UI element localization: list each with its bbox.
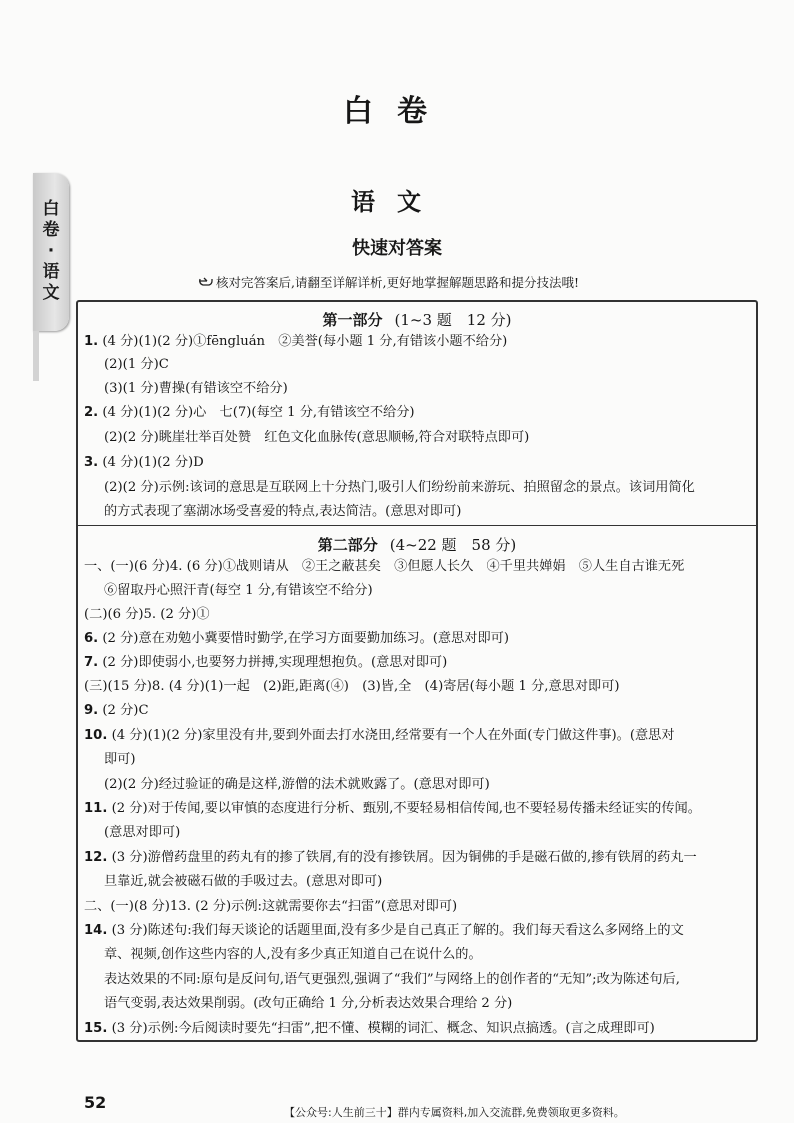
- part2-answer-line: [84, 1021, 655, 1037]
- question-number: 3.: [84, 455, 99, 470]
- part1-answer-line: [84, 405, 415, 421]
- tip-line: [198, 273, 579, 291]
- answer-text: ⑥留取丹心照汗青(每空 1 分,有错该空不给分): [104, 583, 373, 598]
- answer-text: 旦靠近,就会被磁石做的手吸过去。(意思对即可): [104, 874, 383, 889]
- answer-text: 的方式表现了塞湖冰场受喜爱的特点,表达简洁。(意思对即可): [104, 504, 462, 519]
- part1-answer-line: [104, 381, 288, 397]
- answer-text: 即可): [104, 752, 136, 767]
- answer-text: (2 分)C: [98, 703, 149, 718]
- answer-text: 语气变弱,表达效果削弱。(改句正确给 1 分,分析表达效果合理给 2 分): [104, 996, 513, 1011]
- answer-text: (2 分)对于传闻,要以审慎的态度进行分析、甄别,不要轻易相信传闻,也不要轻易传播未经证实的传闻。: [107, 801, 701, 816]
- part2-answer-line: [104, 825, 180, 841]
- answer-text: (2)(2 分)示例:该词的意思是互联网上十分热门,吸引人们纷纷前来游玩、拍照留念的景点。该词用简化: [104, 480, 695, 495]
- answer-text: (意思对即可): [104, 825, 181, 840]
- answer-text: (2)(1 分)C: [104, 357, 169, 372]
- part1-answer-line: [104, 480, 695, 496]
- part2-answer-line: [84, 559, 684, 575]
- part2-answer-line: [84, 703, 149, 719]
- answer-text: (3)(1 分)曹操(有错该空不给分): [104, 381, 288, 396]
- footer-note: 【公众号:人生前三十】群内专属资料,加入交流群,免费领取更多资料。: [284, 1106, 625, 1119]
- question-number: 9.: [84, 703, 99, 718]
- side-tab-label: 白卷·语文: [42, 199, 60, 303]
- tip-text: 核对完答案后,请翻至详解详析,更好地掌握解题思路和提分技法哦!: [216, 275, 579, 290]
- part2-answer-line: [104, 996, 512, 1012]
- part2-answer-line: [104, 752, 136, 768]
- answer-text: 表达效果的不同:原句是反问句,语气更强烈,强调了“我们”与网络上的创作者的“无知”;改为陈述句后,: [104, 972, 680, 987]
- question-number: 2.: [84, 405, 99, 420]
- question-number: 10.: [84, 728, 108, 743]
- question-number: 6.: [84, 631, 99, 646]
- pointing-hand-icon: [198, 275, 214, 290]
- answer-text: (4 分)(1)(2 分)心 七(7)(每空 1 分,有错该空不给分): [98, 405, 415, 420]
- part1-range: (1~3 题 12 分): [394, 311, 512, 329]
- answer-text: (三)(15 分)8. (4 分)(1)一起 (2)距,距离(④) (3)皆,全 (4)寄居(每小题 1 分,意思对即可): [84, 679, 620, 694]
- part2-answer-line: [104, 583, 373, 599]
- part1-answer-line: [104, 357, 169, 373]
- answer-text: (3 分)陈述句:我们每天谈论的话题里面,没有多少是自己真正了解的。我们每天看这么多网络上的文: [107, 923, 684, 938]
- answer-text: 二、(一)(8 分)13. (2 分)示例:这就需要你去“扫雷”(意思对即可): [84, 899, 458, 914]
- part1-answer-line: [84, 334, 507, 350]
- part1-title: 第一部分: [322, 311, 383, 329]
- question-number: 11.: [84, 801, 108, 816]
- answer-text: (2)(2 分)眺崖壮举百处赞 红色文化血脉传(意思顺畅,符合对联特点即可): [104, 430, 530, 445]
- section-divider: [76, 525, 758, 526]
- answer-text: 章、视频,创作这些内容的人,没有多少真正知道自己在说什么的。: [104, 947, 482, 962]
- part1-answer-line: [104, 504, 461, 520]
- answer-text: (4 分)(1)(2 分)D: [98, 455, 204, 470]
- question-number: 14.: [84, 923, 108, 938]
- page-title: 白卷: [343, 94, 451, 129]
- part1-heading: [76, 309, 758, 330]
- part2-answer-line: [84, 631, 509, 647]
- part1-answer-line: [84, 455, 204, 471]
- quick-answer-title: 快速对答案: [352, 238, 442, 259]
- answer-text: (2 分)即使弱小,也要努力拼搏,实现理想抱负。(意思对即可): [98, 655, 448, 670]
- part2-answer-line: [104, 972, 680, 988]
- question-number: 15.: [84, 1021, 108, 1036]
- part2-answer-line: [84, 728, 675, 744]
- answer-text: (2)(2 分)经过验证的确是这样,游僧的法术就败露了。(意思对即可): [104, 777, 490, 792]
- part2-answer-line: [84, 679, 620, 695]
- part2-answer-line: [84, 801, 701, 817]
- part2-answer-line: [84, 655, 447, 671]
- side-strip: [33, 331, 39, 381]
- question-number: 12.: [84, 850, 108, 865]
- part2-heading: [76, 534, 758, 555]
- answer-text: (4 分)(1)(2 分)①fēngluán ②美誉(每小题 1 分,有错该小题不给分): [98, 334, 508, 349]
- answer-text: (3 分)游僧药盘里的药丸有的掺了铁屑,有的没有掺铁屑。因为铜佛的手是磁石做的,掺有铁屑的药丸一: [107, 850, 697, 865]
- part2-answer-line: [104, 947, 482, 963]
- answer-text: (4 分)(1)(2 分)家里没有井,要到外面去打水浇田,经常要有一个人在外面(专门做这件事)。(意思对: [107, 728, 675, 743]
- subject-title: 语文: [351, 188, 443, 216]
- question-number: 7.: [84, 655, 99, 670]
- side-tab: [33, 173, 69, 331]
- part2-answer-line: [104, 874, 382, 890]
- part2-range: (4~22 题 58 分): [389, 536, 517, 554]
- part1-answer-line: [104, 430, 529, 446]
- part2-answer-line: [104, 777, 490, 793]
- answer-text: 一、(一)(6 分)4. (6 分)①战则请从 ②王之蔽甚矣 ③但愿人长久 ④千里共婵娟 ⑤人生自古谁无死: [84, 559, 685, 574]
- answer-text: (3 分)示例:今后阅读时要先“扫雷”,把不懂、模糊的词汇、概念、知识点搞透。(言之成理即可): [107, 1021, 655, 1036]
- question-number: 1.: [84, 334, 99, 349]
- answer-text: (二)(6 分)5. (2 分)①: [84, 607, 210, 622]
- part2-title: 第二部分: [317, 536, 378, 554]
- part2-answer-line: [84, 850, 697, 866]
- part2-answer-line: [84, 607, 210, 623]
- answer-text: (2 分)意在劝勉小冀要惜时勤学,在学习方面要勤加练习。(意思对即可): [98, 631, 509, 646]
- part2-answer-line: [84, 923, 684, 939]
- page-number: 52: [84, 1093, 107, 1112]
- part2-answer-line: [84, 899, 457, 915]
